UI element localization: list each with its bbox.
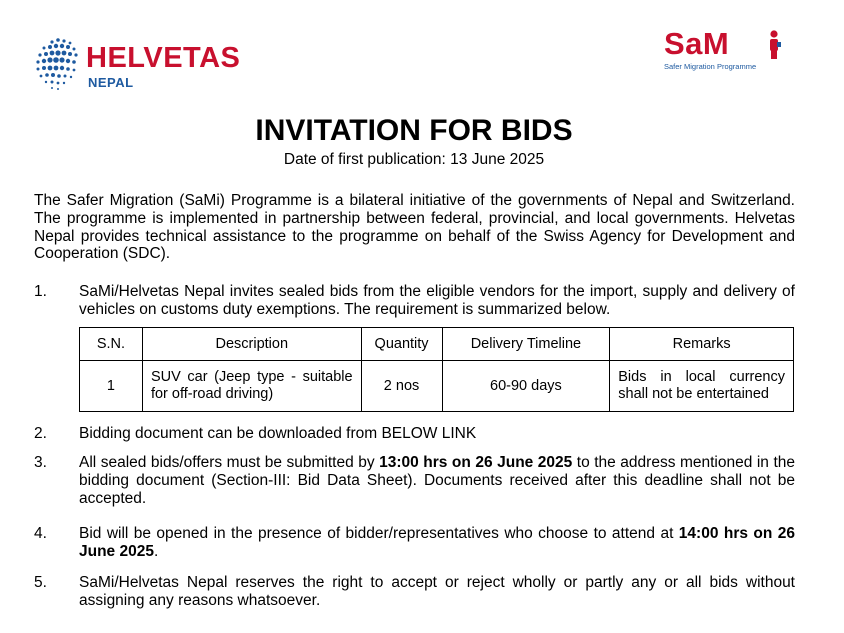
list-item-text: SaMi/Helvetas Nepal reserves the right to accept or reject wholly or partly any or all bids without assigning any reasons whatsoever. (79, 574, 795, 609)
sami-wordmark: SaM (664, 26, 730, 61)
header-timeline: Delivery Timeline (442, 328, 610, 361)
list-item-number: 4. (34, 525, 47, 542)
list-item-number: 2. (34, 425, 47, 442)
list-item-text (79, 454, 795, 507)
header-quantity: Quantity (361, 328, 442, 361)
page-title: INVITATION FOR BIDS (255, 114, 573, 147)
intro-paragraph: The Safer Migration (SaMi) Programme is a bilateral initiative of the governments of Nepal and Switzerland. The programme is implemented in partnership between federal, provincial, and local governments. Helvetas Nepal provides technical assistance to the programme on behalf of the Swiss Agency for Development and Cooperation (SDC). (34, 192, 795, 263)
list-item-number: 1. (34, 283, 47, 300)
sami-logo (660, 26, 790, 74)
list-item (34, 283, 795, 319)
list-item (34, 454, 795, 507)
list-item-text: SaMi/Helvetas Nepal invites sealed bids from the eligible vendors for the import, supply and delivery of vehicles on customs duty exemptions. The requirement is summarized below. (79, 283, 795, 318)
helvetas-logo (32, 34, 262, 96)
list-item (34, 574, 795, 610)
cell-timeline: 60-90 days (442, 361, 610, 412)
publication-date: Date of first publication: 13 June 2025 (283, 151, 545, 168)
sami-tagline: Safer Migration Programme (664, 62, 757, 71)
table-header-row (80, 328, 794, 361)
opening-text-post: . (153, 542, 159, 560)
list-item-number: 5. (34, 574, 47, 591)
cell-sn: 1 (80, 361, 143, 412)
person-icon (766, 30, 782, 60)
requirements-table (79, 327, 794, 412)
list-item-text (79, 525, 795, 561)
table-row (80, 361, 794, 412)
cell-remarks: Bids in local currency shall not be entertained (610, 361, 794, 412)
opening-time: 14:00 hrs on 26 June 2025 (79, 525, 795, 560)
list-item (34, 525, 795, 561)
opening-text-pre: Bid will be opened in the presence of bidder/representatives who choose to attend at (79, 525, 679, 542)
list-item-number: 3. (34, 454, 47, 471)
header-remarks: Remarks (610, 328, 794, 361)
helvetas-country: NEPAL (88, 75, 134, 90)
deadline-text-pre: All sealed bids/offers must be submitted by (79, 454, 380, 471)
deadline-text-post: to the address mentioned in the bidding document (Section-III: Bid Data Sheet). Documents received after this deadline shall not be accepted. (79, 454, 795, 507)
header-sn: S.N. (80, 328, 143, 361)
cell-quantity: 2 nos (361, 361, 442, 412)
list-item-text: Bidding document can be downloaded from BELOW LINK (79, 425, 477, 442)
globe-dots-icon (32, 34, 86, 94)
cell-description: SUV car (Jeep type - suitable for off-road driving) (142, 361, 361, 412)
helvetas-wordmark: HELVETAS (86, 42, 241, 74)
list-item (34, 425, 795, 443)
header-description: Description (142, 328, 361, 361)
submission-deadline: 13:00 hrs on 26 June 2025 (379, 454, 573, 471)
